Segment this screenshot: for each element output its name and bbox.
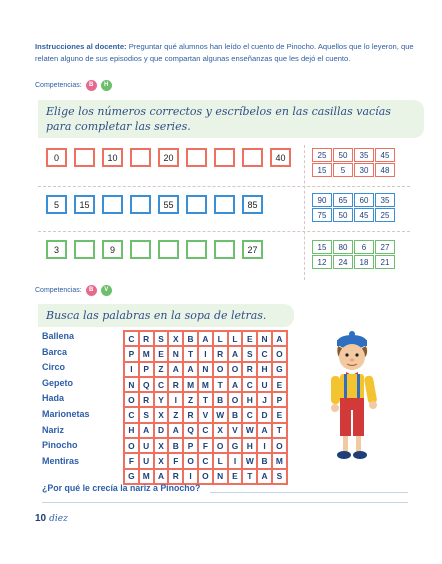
grid-letter[interactable]: S (154, 331, 169, 346)
option-number: 50 (333, 148, 353, 162)
option-number: 24 (333, 255, 353, 269)
grid-letter[interactable]: C (242, 407, 257, 422)
grid-letter[interactable]: W (213, 407, 228, 422)
grid-letter[interactable]: A (183, 362, 198, 377)
grid-letter[interactable]: A (168, 362, 183, 377)
competencias-label: Competencias: (35, 287, 82, 294)
option-number: 90 (312, 193, 332, 207)
series-number-box: 5 (46, 195, 67, 214)
series-empty-box[interactable] (186, 240, 207, 259)
grid-letter[interactable]: C (257, 346, 272, 361)
grid-letter[interactable]: F (198, 438, 213, 453)
grid-letter[interactable]: P (139, 362, 154, 377)
grid-letter[interactable]: O (228, 392, 243, 407)
word-list-item: Circo (42, 362, 66, 373)
series-empty-box[interactable] (214, 240, 235, 259)
word-list-item: Ballena (42, 331, 75, 341)
activity2-title-text: Busca las palabras en la sopa de letras. (46, 309, 267, 322)
option-number: 60 (354, 193, 374, 207)
series-empty-box[interactable] (130, 148, 151, 167)
series-number-box: 40 (270, 148, 291, 167)
grid-letter[interactable]: D (154, 423, 169, 438)
grid-letter[interactable]: P (124, 346, 139, 361)
grid-letter[interactable]: X (168, 331, 183, 346)
grid-letter[interactable]: R (183, 407, 198, 422)
grid-letter[interactable]: I (183, 469, 198, 484)
series-empty-box[interactable] (186, 195, 207, 214)
grid-letter[interactable]: L (213, 331, 228, 346)
grid-letter[interactable]: W (242, 453, 257, 468)
option-number: 65 (333, 193, 353, 207)
grid-letter[interactable]: A (168, 423, 183, 438)
series-number-box: 10 (102, 148, 123, 167)
word-list-item: Mentiras (42, 455, 80, 466)
grid-letter[interactable]: S (272, 469, 287, 484)
series-empty-box[interactable] (214, 195, 235, 214)
grid-letter[interactable]: C (198, 453, 213, 468)
series-empty-box[interactable] (186, 148, 207, 167)
option-number: 35 (375, 193, 395, 207)
option-number: 15 (312, 163, 332, 177)
option-number: 25 (312, 148, 332, 162)
option-number: 18 (354, 255, 374, 269)
grid-letter[interactable]: R (168, 469, 183, 484)
word-list-item: Pinocho (42, 440, 78, 451)
series-empty-box[interactable] (214, 148, 235, 167)
series-number-box: 55 (158, 195, 179, 214)
grid-letter[interactable]: R (213, 346, 228, 361)
grid-letter[interactable]: E (272, 377, 287, 392)
question-text: ¿Por qué le crecía la nariz a Pinocho? (42, 483, 201, 493)
option-number: 5 (333, 163, 353, 177)
grid-letter[interactable]: A (228, 346, 243, 361)
option-number: 45 (375, 148, 395, 162)
series-number-box: 9 (102, 240, 123, 259)
grid-letter[interactable]: S (139, 407, 154, 422)
grid-letter[interactable]: Z (183, 392, 198, 407)
grid-letter[interactable]: Q (139, 377, 154, 392)
series-number-box: 85 (242, 195, 263, 214)
grid-letter[interactable]: U (139, 438, 154, 453)
grid-letter[interactable]: C (124, 407, 139, 422)
grid-letter[interactable]: O (228, 362, 243, 377)
grid-letter[interactable]: B (213, 392, 228, 407)
grid-letter[interactable]: F (168, 453, 183, 468)
word-list-item: Hada (42, 393, 65, 404)
grid-letter[interactable]: M (272, 453, 287, 468)
grid-letter[interactable]: H (257, 362, 272, 377)
grid-letter[interactable]: E (154, 346, 169, 361)
series-number-box: 20 (158, 148, 179, 167)
instructions-label: Instrucciones al docente: (35, 42, 127, 51)
series-empty-box[interactable] (74, 240, 95, 259)
grid-letter[interactable]: D (257, 407, 272, 422)
grid-letter[interactable]: C (198, 423, 213, 438)
option-number: 50 (333, 208, 353, 222)
competencia-badge: V (101, 285, 112, 296)
page-footer (35, 513, 68, 524)
grid-letter[interactable]: J (257, 392, 272, 407)
series-number-box: 0 (46, 148, 67, 167)
instructions-text: Preguntar qué alumnos han leído el cuento de Pinocho. Aquellos que lo leyeron, que relaten alguno de sus episodios y que compartan algunas enseñanzas que les dejó el cuento. (35, 42, 414, 63)
grid-letter[interactable]: B (228, 407, 243, 422)
grid-letter[interactable]: E (242, 331, 257, 346)
grid-letter[interactable]: B (257, 453, 272, 468)
divider (38, 186, 410, 187)
grid-letter[interactable]: G (124, 469, 139, 484)
series-empty-box[interactable] (102, 195, 123, 214)
divider (304, 145, 305, 280)
word-list-item: Marionetas (42, 409, 90, 419)
grid-letter[interactable]: C (242, 377, 257, 392)
grid-letter[interactable]: T (242, 469, 257, 484)
grid-letter[interactable]: I (198, 346, 213, 361)
grid-letter[interactable]: V (198, 407, 213, 422)
option-number: 80 (333, 240, 353, 254)
grid-letter[interactable]: E (272, 407, 287, 422)
series-number-box: 3 (46, 240, 67, 259)
activity1-title-line2: para completar las series. (46, 120, 191, 133)
grid-letter[interactable]: B (183, 331, 198, 346)
grid-letter[interactable]: A (272, 331, 287, 346)
grid-letter[interactable]: U (139, 453, 154, 468)
grid-letter[interactable]: R (139, 331, 154, 346)
grid-letter[interactable]: L (228, 331, 243, 346)
grid-letter[interactable]: M (139, 469, 154, 484)
series-empty-box[interactable] (242, 148, 263, 167)
option-number: 15 (312, 240, 332, 254)
grid-letter[interactable]: A (228, 377, 243, 392)
grid-letter[interactable]: N (213, 469, 228, 484)
grid-letter[interactable]: N (124, 377, 139, 392)
option-number: 30 (354, 163, 374, 177)
word-search-grid (123, 330, 288, 485)
grid-letter[interactable]: F (124, 453, 139, 468)
grid-letter[interactable]: A (139, 423, 154, 438)
grid-letter[interactable]: P (272, 392, 287, 407)
activity2-title (38, 304, 294, 327)
option-number: 6 (354, 240, 374, 254)
grid-letter[interactable]: H (242, 438, 257, 453)
grid-letter[interactable]: I (168, 392, 183, 407)
option-number: 48 (375, 163, 395, 177)
activity1-title (38, 100, 424, 138)
grid-letter[interactable]: G (228, 438, 243, 453)
grid-letter[interactable]: N (257, 331, 272, 346)
option-number: 35 (354, 148, 374, 162)
grid-letter[interactable]: A (198, 331, 213, 346)
option-number: 21 (375, 255, 395, 269)
grid-letter[interactable]: S (242, 346, 257, 361)
grid-letter[interactable]: U (257, 377, 272, 392)
grid-letter[interactable]: O (124, 392, 139, 407)
grid-letter[interactable]: T (198, 392, 213, 407)
option-number: 27 (375, 240, 395, 254)
grid-letter[interactable]: X (154, 438, 169, 453)
grid-letter[interactable]: O (213, 438, 228, 453)
grid-letter[interactable]: R (139, 392, 154, 407)
grid-letter[interactable]: I (228, 453, 243, 468)
teacher-instructions (35, 41, 415, 65)
grid-letter[interactable]: O (183, 453, 198, 468)
page-number: 10 (35, 513, 47, 524)
option-number: 45 (354, 208, 374, 222)
grid-letter[interactable]: G (272, 362, 287, 377)
grid-letter[interactable]: C (124, 331, 139, 346)
competencias-row-2 (35, 285, 112, 296)
grid-letter[interactable]: H (242, 392, 257, 407)
grid-letter[interactable]: I (124, 362, 139, 377)
series-empty-box[interactable] (130, 240, 151, 259)
option-number: 12 (312, 255, 332, 269)
competencias-row-1 (35, 80, 112, 91)
grid-letter[interactable]: W (242, 423, 257, 438)
grid-letter[interactable]: A (257, 423, 272, 438)
answer-line[interactable] (210, 492, 408, 493)
grid-letter[interactable]: B (168, 438, 183, 453)
grid-letter[interactable]: L (213, 453, 228, 468)
grid-letter[interactable]: T (183, 346, 198, 361)
grid-letter[interactable]: X (213, 423, 228, 438)
word-list-item: Gepeto (42, 377, 74, 388)
grid-letter[interactable]: Z (154, 362, 169, 377)
grid-letter[interactable]: A (154, 469, 169, 484)
competencias-label: Competencias: (35, 82, 82, 89)
grid-letter[interactable]: N (168, 346, 183, 361)
series-number-box: 27 (242, 240, 263, 259)
grid-letter[interactable]: C (154, 377, 169, 392)
grid-letter[interactable]: R (168, 377, 183, 392)
grid-letter[interactable]: Z (168, 407, 183, 422)
option-number: 25 (375, 208, 395, 222)
grid-letter[interactable]: N (198, 362, 213, 377)
series-empty-box[interactable] (74, 148, 95, 167)
grid-letter[interactable]: O (198, 469, 213, 484)
grid-letter[interactable]: O (213, 362, 228, 377)
divider (38, 231, 410, 232)
activity1-title-line1: Elige los números correctos y escríbelos en las casillas vacías (46, 105, 391, 118)
competencia-badge: H (101, 80, 112, 91)
word-list-item: Barca (42, 346, 68, 357)
grid-letter[interactable]: M (139, 346, 154, 361)
word-list-item: Nariz (42, 424, 65, 435)
grid-letter[interactable]: P (183, 438, 198, 453)
grid-letter[interactable]: O (272, 438, 287, 453)
grid-letter[interactable]: T (272, 423, 287, 438)
grid-letter[interactable]: O (124, 438, 139, 453)
series-number-box: 15 (74, 195, 95, 214)
competencia-badge: B (86, 80, 97, 91)
pinocchio-illustration (318, 328, 390, 468)
option-number: 75 (312, 208, 332, 222)
grid-letter[interactable]: M (198, 377, 213, 392)
grid-letter[interactable]: T (213, 377, 228, 392)
grid-letter[interactable]: M (183, 377, 198, 392)
competencia-badge: B (86, 285, 97, 296)
grid-letter[interactable]: A (257, 469, 272, 484)
grid-letter[interactable]: O (272, 346, 287, 361)
series-empty-box[interactable] (158, 240, 179, 259)
grid-letter[interactable]: Q (183, 423, 198, 438)
grid-letter[interactable]: V (228, 423, 243, 438)
page-word: diez (49, 514, 68, 524)
grid-letter[interactable]: Y (154, 392, 169, 407)
grid-letter[interactable]: R (242, 362, 257, 377)
grid-letter[interactable]: H (124, 423, 139, 438)
grid-letter[interactable]: X (154, 453, 169, 468)
grid-letter[interactable]: X (154, 407, 169, 422)
answer-line[interactable] (42, 502, 408, 503)
grid-letter[interactable]: E (228, 469, 243, 484)
series-empty-box[interactable] (130, 195, 151, 214)
grid-letter[interactable]: I (257, 438, 272, 453)
